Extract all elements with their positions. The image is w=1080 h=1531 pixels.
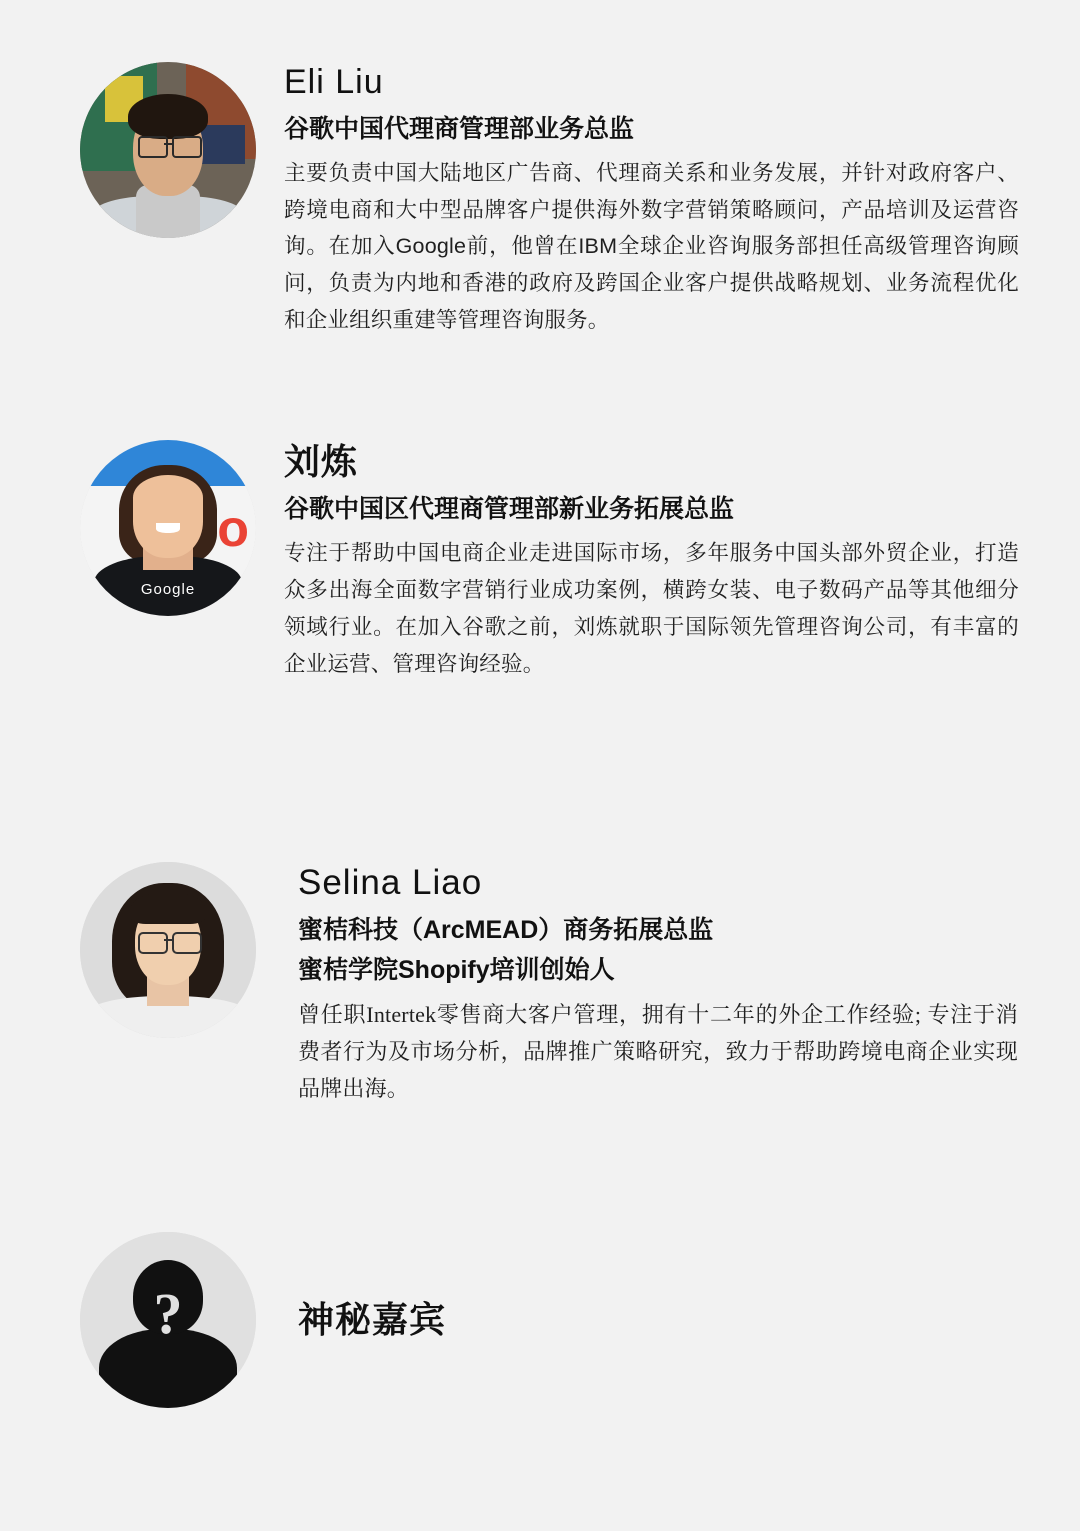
speaker-card bbox=[0, 62, 1080, 339]
speaker-card bbox=[0, 862, 1080, 1108]
glasses-icon bbox=[138, 932, 168, 954]
question-mark-icon: ? bbox=[153, 1280, 183, 1346]
speaker-title: 蜜桔科技（ArcMEAD）商务拓展总监 bbox=[298, 916, 714, 944]
speaker-text-block bbox=[298, 1232, 998, 1408]
portrait-selina-liao-avatar bbox=[80, 862, 256, 1038]
portrait-liu-lian-avatar bbox=[80, 440, 256, 616]
avatar-forehead bbox=[133, 475, 203, 521]
speaker-name: 神秘嘉宾 bbox=[298, 1299, 447, 1341]
speaker-title: 谷歌中国区代理商管理部新业务拓展总监 bbox=[284, 495, 735, 524]
speaker-bio: 曾任职Intertek零售商大客户管理，拥有十二年的外企工作经验; 专注于消费者行为及市场分析，品牌推广策略研究，致力于帮助跨境电商企业实现品牌出海。 bbox=[298, 1001, 1018, 1102]
google-logo-icon: o bbox=[217, 500, 249, 559]
portrait-eli-liu-avatar bbox=[80, 62, 256, 238]
avatar-smile bbox=[156, 523, 181, 534]
speaker-card bbox=[0, 1232, 1080, 1408]
speaker-bio: 主要负责中国大陆地区广告商、代理商关系和业务发展，并针对政府客户、跨境电商和大中型品牌客户提供海外数字营销策略顾问，产品培训及运营咨询。在加入Google前，他曾在IBM全球企业咨询服务部担任高级管理咨询顾问，负责为内地和香港的政府及跨国企业客户提供战略规划、业务流程优化和企业组织重建等管理咨询服务。 bbox=[284, 160, 1019, 333]
speaker-title: 谷歌中国代理商管理部业务总监 bbox=[284, 114, 635, 143]
glasses-icon bbox=[172, 136, 202, 158]
glasses-icon bbox=[138, 136, 168, 158]
portrait-mystery-guest-avatar bbox=[80, 1232, 256, 1408]
avatar-shirt-text: Google bbox=[140, 580, 196, 598]
speaker-text-block bbox=[284, 62, 1019, 339]
speaker-bio: 专注于帮助中国电商企业走进国际市场，多年服务中国头部外贸企业，打造众多出海全面数字营销行业成功案例，横跨女装、电子数码产品等其他细分领域行业。在加入谷歌之前，刘炼就职于国际领先管理咨询公司，有丰富的企业运营、管理咨询经验。 bbox=[284, 540, 1019, 676]
avatar-bg-accent2 bbox=[200, 125, 246, 164]
avatar-image bbox=[80, 62, 256, 238]
speaker-card bbox=[0, 440, 1080, 683]
avatar-bangs bbox=[131, 892, 205, 924]
glasses-icon bbox=[172, 932, 202, 954]
speaker-name: 刘炼 bbox=[284, 441, 359, 482]
speaker-name: Selina Liao bbox=[298, 863, 483, 902]
avatar-image bbox=[80, 440, 256, 616]
speaker-name: Eli Liu bbox=[284, 63, 384, 101]
glasses-bridge bbox=[164, 143, 171, 145]
avatar-image bbox=[80, 862, 256, 1038]
speaker-text-block bbox=[284, 440, 1019, 683]
avatar-hair bbox=[128, 94, 209, 140]
speaker-title-secondary: 蜜桔学院Shopify培训创始人 bbox=[298, 955, 615, 984]
speaker-text-block bbox=[298, 862, 1018, 1108]
glasses-bridge bbox=[164, 939, 171, 941]
avatar-image bbox=[80, 1232, 256, 1408]
